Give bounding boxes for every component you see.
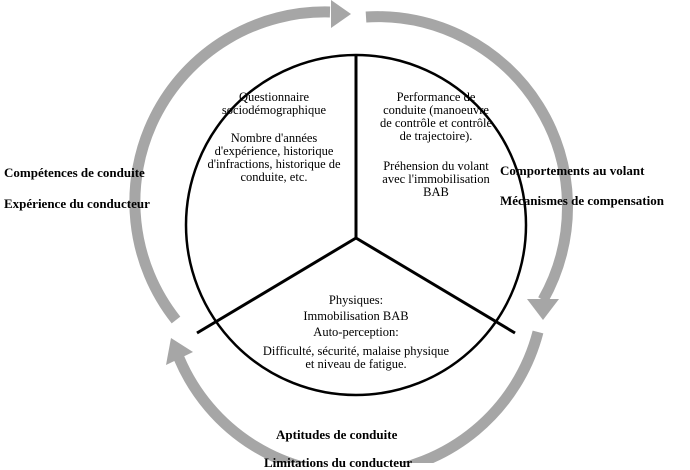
segment-bottom-line4: Difficulté, sécurité, malaise physique et niveau de fatigue. [262, 344, 450, 371]
arrowhead-top [331, 0, 351, 28]
segment-top-left-title: Questionnaire sociodémographique [221, 90, 327, 117]
label-aptitudes: Aptitudes de conduite [276, 427, 398, 442]
label-limitations: Limitations du conducteur [264, 455, 413, 470]
label-competences: Compétences de conduite [4, 165, 145, 180]
label-comportements: Comportements au volant [500, 163, 645, 178]
segment-top-right-body: Préhension du volant avec l'immobilisation BAB [382, 159, 490, 199]
segment-bottom-line2: Immobilisation BAB [303, 309, 409, 323]
segment-top-right [378, 91, 494, 199]
segment-bottom-line1: Physiques: [328, 293, 384, 307]
segment-top-right-title: Performance de conduite (manoeuvre de contrôle et contrôle de trajectoire). [379, 90, 493, 143]
arrowhead-right [527, 299, 559, 320]
label-mecanismes: Mécanismes de compensation [500, 193, 664, 208]
label-experience: Expérience du conducteur [4, 196, 150, 211]
segment-top-left-body: Nombre d'années d'expérience, historique d'infractions, historique de conduite, etc. [207, 131, 341, 184]
segment-bottom [262, 294, 450, 371]
segment-top-left [206, 91, 342, 184]
segment-bottom-line3: Auto-perception: [313, 325, 399, 339]
